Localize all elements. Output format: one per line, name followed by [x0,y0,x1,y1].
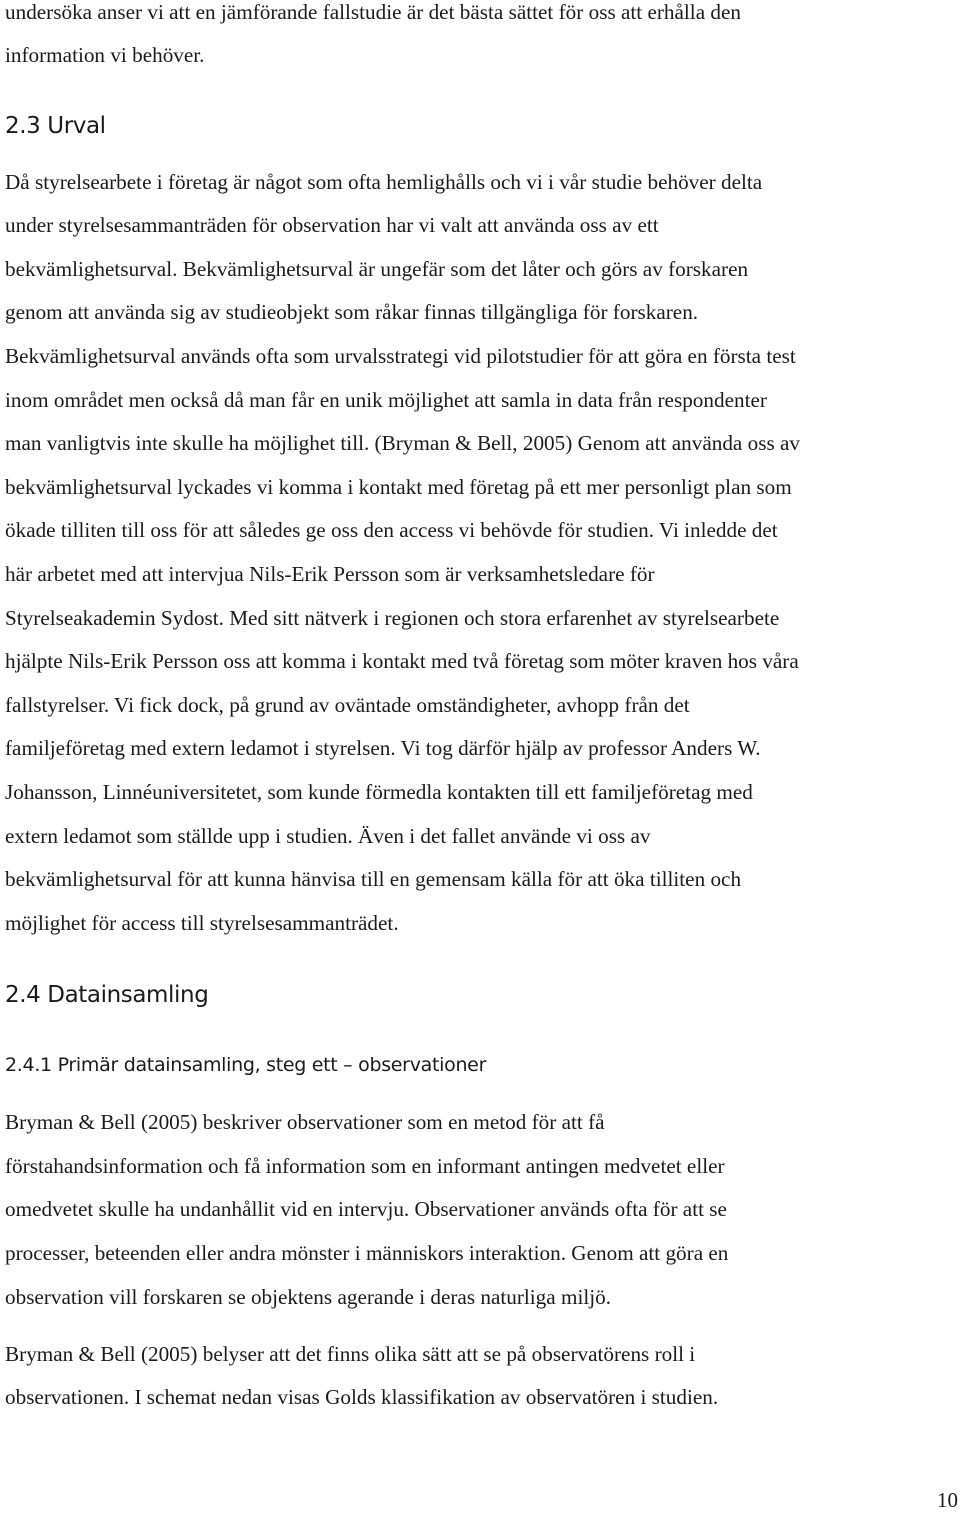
text-line: Bryman & Bell (2005) belyser att det finns olika sätt att se på observatörens roll i [5,1342,696,1366]
text-line: observationen. I schemat nedan visas Golds klassifikation av observatören i studien. [5,1385,719,1409]
text-line: bekvämlighetsurval för att kunna hänvisa till en gemensam källa för att öka tilliten och [5,867,742,891]
text-line: under styrelsesammanträden för observation har vi valt att använda oss av ett [5,213,659,237]
text-line: observation vill forskaren se objektens agerande i deras naturliga miljö. [5,1285,612,1309]
subsection-heading-primar-datainsamling: 2.4.1 Primär datainsamling, steg ett – observationer [5,1054,487,1076]
text-line: extern ledamot som ställde upp i studien. Även i det fallet använde vi oss av [5,824,651,848]
text-line: genom att använda sig av studieobjekt som råkar finnas tillgängliga för forskaren. [5,300,699,324]
text-line: bekvämlighetsurval lyckades vi komma i kontakt med företag på ett mer personligt plan som [5,475,792,499]
text-line: ökade tilliten till oss för att således ge oss den access vi behövde för studien. Vi inledde det [5,518,778,542]
page-number: 10 [937,1488,958,1512]
text-line: hjälpte Nils-Erik Persson oss att komma i kontakt med två företag som möter kraven hos våra [5,649,799,673]
section-heading-datainsamling: 2.4 Datainsamling [5,982,209,1008]
text-line: Styrelseakademin Sydost. Med sitt nätverk i regionen och stora erfarenhet av styrelsearbete [5,606,780,630]
text-line: Då styrelsearbete i företag är något som ofta hemlighålls och vi i vår studie behöver delta [5,170,763,194]
text-line: inom området men också då man får en unik möjlighet att samla in data från respondenter [5,388,767,412]
text-line: undersöka anser vi att en jämförande fallstudie är det bästa sättet för oss att erhålla den [5,0,741,24]
text-line: Johansson, Linnéuniversitetet, som kunde förmedla kontakten till ett familjeföretag med [5,780,753,804]
text-line: Bekvämlighetsurval används ofta som urvalsstrategi vid pilotstudier för att göra en första test [5,344,796,368]
text-line: information vi behöver. [5,43,205,67]
text-line: här arbetet med att intervjua Nils-Erik Persson som är verksamhetsledare för [5,562,655,586]
text-line: möjlighet för access till styrelsesammanträdet. [5,911,399,935]
text-line: man vanligtvis inte skulle ha möjlighet till. (Bryman & Bell, 2005) Genom att använda oss av [5,431,800,455]
text-line: familjeföretag med extern ledamot i styrelsen. Vi tog därför hjälp av professor Anders W. [5,736,761,760]
section-heading-urval: 2.3 Urval [5,113,106,139]
text-line: bekvämlighetsurval. Bekvämlighetsurval är ungefär som det låter och görs av forskaren [5,257,749,281]
text-line: Bryman & Bell (2005) beskriver observationer som en metod för att få [5,1110,605,1134]
text-line: omedvetet skulle ha undanhållit vid en intervju. Observationer används ofta för att se [5,1197,727,1221]
text-line: fallstyrelser. Vi fick dock, på grund av oväntade omständigheter, avhopp från det [5,693,690,717]
text-line: förstahandsinformation och få information som en informant antingen medvetet eller [5,1154,725,1178]
text-line: processer, beteenden eller andra mönster i människors interaktion. Genom att göra en [5,1241,729,1265]
